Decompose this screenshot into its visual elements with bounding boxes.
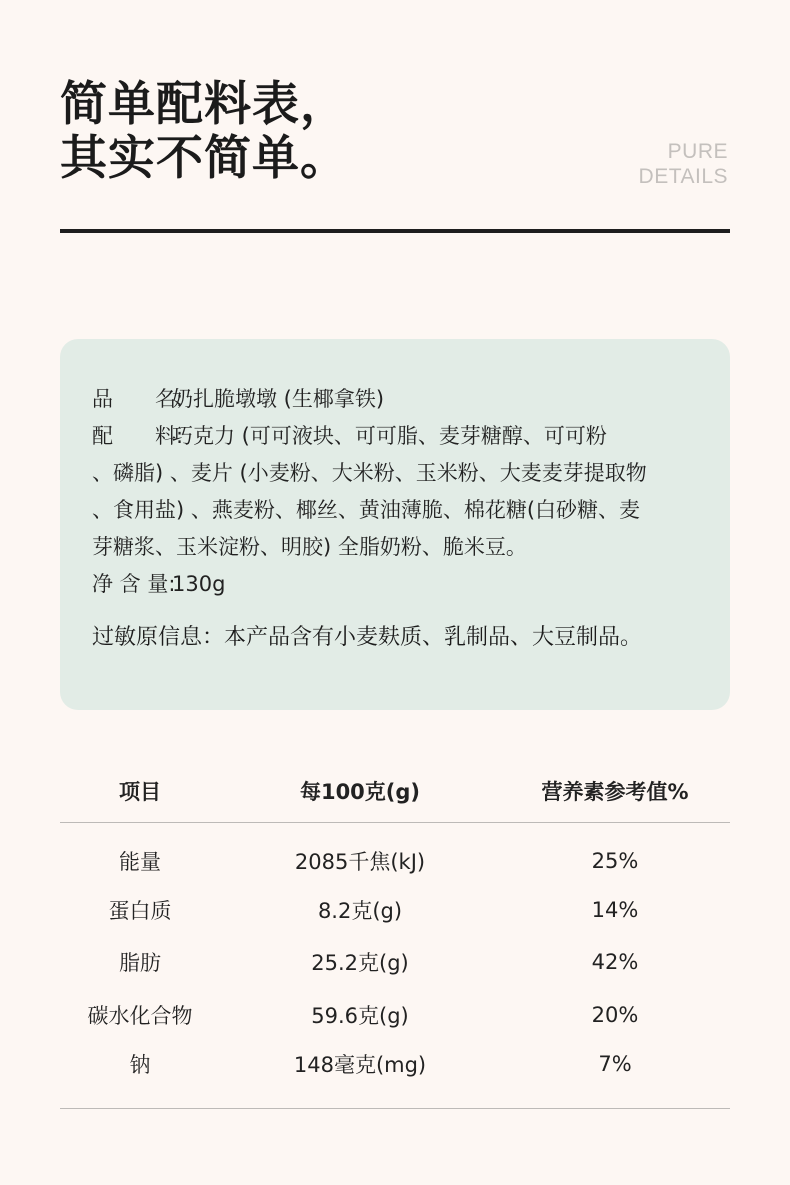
nutrient-name: 钠 [129, 1052, 151, 1077]
net-content-row [92, 566, 647, 603]
table-row [60, 990, 730, 1039]
nutrient-amount: 25.2克(g) [311, 951, 409, 975]
product-name-label: 品 名: [92, 387, 184, 411]
nutrient-nrv: 7% [598, 1051, 632, 1076]
ingredients-row [92, 418, 647, 455]
header-item: 项目 [119, 780, 161, 804]
table-bottom-divider [60, 1108, 730, 1109]
nutrient-amount: 8.2克(g) [317, 898, 403, 923]
table-row [60, 836, 730, 885]
nutrient-amount: 2085千焦(kJ) [294, 849, 426, 874]
tagline [639, 139, 728, 189]
header-per-100g: 每100克(g) [299, 780, 421, 804]
ingredients-text-line-2: 、磷脂) 、麦片 (小麦粉、大米粉、玉米粉、大麦麦芽提取物 [92, 461, 647, 485]
ingredients-text-line-3: 、食用盐) 、燕麦粉、椰丝、黄油薄脆、棉花糖(白砂糖、麦 [92, 498, 641, 522]
table-body [60, 823, 730, 1088]
table-row [60, 934, 730, 990]
net-content-value: 130g [172, 572, 226, 596]
nutrient-nrv: 14% [591, 897, 639, 922]
header-divider [60, 229, 730, 233]
ingredients-label: 配 料: [92, 424, 184, 448]
product-info [92, 381, 647, 603]
ingredients-text-line-4: 芽糖浆、玉米淀粉、明胶) 全脂奶粉、脆米豆。 [92, 535, 527, 559]
net-content-label: 净 含 量: [92, 572, 176, 596]
product-name-row [92, 381, 647, 418]
ingredients-card [60, 339, 730, 710]
page-headline [60, 78, 348, 186]
nutrition-table [60, 760, 730, 1088]
table-header-row [60, 760, 730, 823]
nutrient-name: 蛋白质 [108, 898, 172, 923]
header-nrv: 营养素参考值% [541, 780, 689, 804]
product-name-value: 奶扎脆墩墩 (生椰拿铁) [172, 387, 385, 411]
nutrient-amount: 148毫克(mg) [293, 1052, 427, 1077]
ingredients-text-line-1: 巧克力 (可可液块、可可脂、麦芽糖醇、可可粉 [172, 424, 607, 448]
nutrient-name: 能量 [119, 849, 161, 874]
nutrient-nrv: 25% [591, 848, 639, 873]
nutrient-name: 碳水化合物 [87, 1003, 193, 1028]
allergen-info: 过敏原信息：本产品含有小麦麸质、乳制品、大豆制品。 [92, 625, 643, 650]
tagline-line-1: PURE [667, 140, 728, 163]
nutrient-amount: 59.6克(g) [311, 1003, 409, 1028]
table-row [60, 885, 730, 934]
table-row [60, 1039, 730, 1088]
headline-line-1: 简单配料表， [60, 77, 348, 132]
nutrient-nrv: 42% [591, 950, 639, 974]
nutrient-nrv: 20% [591, 1002, 639, 1027]
headline-line-2: 其实不简单。 [60, 131, 348, 186]
tagline-line-2: DETAILS [638, 165, 728, 188]
nutrient-name: 脂肪 [119, 951, 161, 975]
